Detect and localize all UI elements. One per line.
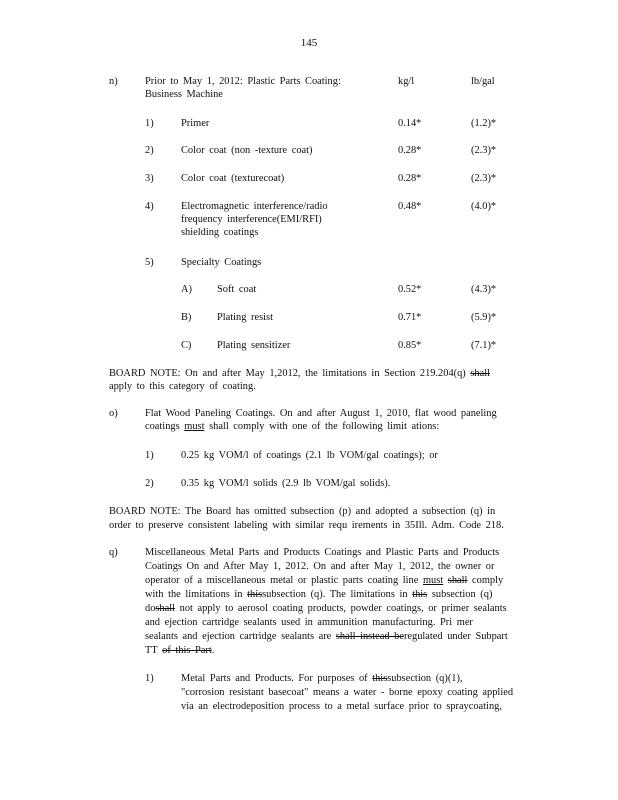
inserted-text: must xyxy=(184,421,205,432)
struck-text: shall xyxy=(447,575,468,586)
q-text: sealants and ejection cartridge sealants are xyxy=(145,631,332,642)
section-q-line: Coatings On and After May 1, 2012. On and after May 1, 2012, the owner or xyxy=(145,561,495,572)
section-q1-line: via an electrodeposition process to a metal surface prior to spraycoating, xyxy=(181,701,502,712)
q1-text: subsection (q)(1), xyxy=(387,673,463,684)
item-number: 1) xyxy=(145,450,154,461)
item-label: Specialty Coatings xyxy=(181,257,262,268)
q-text: operator of a miscellaneous metal or plastic parts coating line xyxy=(145,575,419,586)
item-number: 2) xyxy=(145,145,154,156)
item-kg-value: 0.28* xyxy=(398,173,422,184)
subitem-label: Plating sensitizer xyxy=(217,340,291,351)
section-o-line-2 xyxy=(145,420,439,433)
subitem-kg-value: 0.71* xyxy=(398,312,422,323)
q-text: subsection (q) xyxy=(431,589,493,600)
item-lb-value: (4.0)* xyxy=(471,201,497,212)
item-kg-value: 0.28* xyxy=(398,145,422,156)
board-note-line-2: apply to this category of coating. xyxy=(109,381,256,392)
subitem-letter: B) xyxy=(181,312,192,323)
section-q-line xyxy=(145,644,214,657)
item-number: 5) xyxy=(145,257,154,268)
q-text: regulated under Subpart xyxy=(403,631,508,642)
struck-text: this xyxy=(372,673,388,684)
board-note-line xyxy=(109,367,490,380)
item-label-line-2: frequency interference(EMI/RFI) xyxy=(181,214,322,225)
item-label: Color coat (non -texture coat) xyxy=(181,145,313,156)
section-o-text: coatings xyxy=(145,421,180,432)
item-number: 4) xyxy=(145,201,154,212)
item-number: 3) xyxy=(145,173,154,184)
subitem-lb-value: (5.9)* xyxy=(471,312,497,323)
q-text: with the limitations in xyxy=(145,589,243,600)
subitem-label: Soft coat xyxy=(217,284,257,295)
q-text: subsection (q). The limitations in xyxy=(262,589,408,600)
section-q1-line xyxy=(181,672,463,685)
section-n-title-2: Business Machine xyxy=(145,89,223,100)
item-lb-value: (1.2)* xyxy=(471,118,497,129)
subitem-lb-value: (4.3)* xyxy=(471,284,497,295)
item-number: 1) xyxy=(145,673,154,684)
item-kg-value: 0.14* xyxy=(398,118,422,129)
q-text: not apply to aerosol coating products, powder coatings, or primer sealants xyxy=(179,603,507,614)
struck-text: this xyxy=(412,589,428,600)
q-text: do xyxy=(145,603,156,614)
struck-text: shall instead be xyxy=(335,631,404,642)
section-q-label: q) xyxy=(109,547,118,558)
q-text: comply xyxy=(472,575,504,586)
section-q-line: and ejection cartridge sealants used in ammunition manufacturing. Pri mer xyxy=(145,617,473,628)
struck-text: shall xyxy=(470,368,490,379)
subitem-letter: C) xyxy=(181,340,192,351)
subitem-label: Plating resist xyxy=(217,312,273,323)
inserted-text: must xyxy=(422,575,444,586)
subitem-kg-value: 0.52* xyxy=(398,284,422,295)
item-number: 2) xyxy=(145,478,154,489)
struck-text: this xyxy=(247,589,263,600)
section-q-line: Miscellaneous Metal Parts and Products Coatings and Plastic Parts and Products xyxy=(145,547,500,558)
unit-lb-header: lb/gal xyxy=(471,76,495,87)
item-text: 0.25 kg VOM/l of coatings (2.1 lb VOM/gal coatings); or xyxy=(181,450,438,461)
item-text: 0.35 kg VOM/l solids (2.9 lb VOM/gal solids). xyxy=(181,478,391,489)
item-label-line-3: shielding coatings xyxy=(181,227,259,238)
section-q-line xyxy=(145,574,503,587)
section-n-title: Prior to May 1, 2012: Plastic Parts Coating: xyxy=(145,76,341,87)
board-note-line: BOARD NOTE: The Board has omitted subsection (p) and adopted a subsection (q) in xyxy=(109,506,496,517)
item-label: Primer xyxy=(181,118,210,129)
subitem-letter: A) xyxy=(181,284,192,295)
section-q-line xyxy=(145,588,492,601)
subitem-kg-value: 0.85* xyxy=(398,340,422,351)
item-lb-value: (2.3)* xyxy=(471,145,497,156)
board-note-text: BOARD NOTE: On and after May 1,2012, the limitations in Section 219.204(q) xyxy=(109,368,466,379)
q1-text: Metal Parts and Products. For purposes of xyxy=(181,673,368,684)
section-q1-line: "corrosion resistant basecoat" means a water - borne epoxy coating applied xyxy=(181,687,514,698)
subitem-lb-value: (7.1)* xyxy=(471,340,497,351)
item-lb-value: (2.3)* xyxy=(471,173,497,184)
board-note-line-2: order to preserve consistent labeling with similar requ irements in 35Ill. Adm. Code 218. xyxy=(109,520,504,531)
item-kg-value: 0.48* xyxy=(398,201,422,212)
struck-text: of this Part xyxy=(162,645,212,656)
section-o-line-1: Flat Wood Paneling Coatings. On and after August 1, 2010, flat wood paneling xyxy=(145,408,497,419)
section-q-line xyxy=(145,602,507,615)
struck-text: shall xyxy=(155,603,176,614)
section-o-label: o) xyxy=(109,408,118,419)
unit-kg-header: kg/l xyxy=(398,76,415,87)
item-label: Color coat (texturecoat) xyxy=(181,173,285,184)
q-text: . xyxy=(211,645,215,656)
section-n-label: n) xyxy=(109,76,118,87)
item-number: 1) xyxy=(145,118,154,129)
section-o-text-2: shall comply with one of the following limit ations: xyxy=(209,421,440,432)
section-q-line xyxy=(145,630,508,643)
q-text: TT xyxy=(145,645,158,656)
item-label: Electromagnetic interference/radio xyxy=(181,201,328,212)
page-number: 145 xyxy=(300,37,318,49)
